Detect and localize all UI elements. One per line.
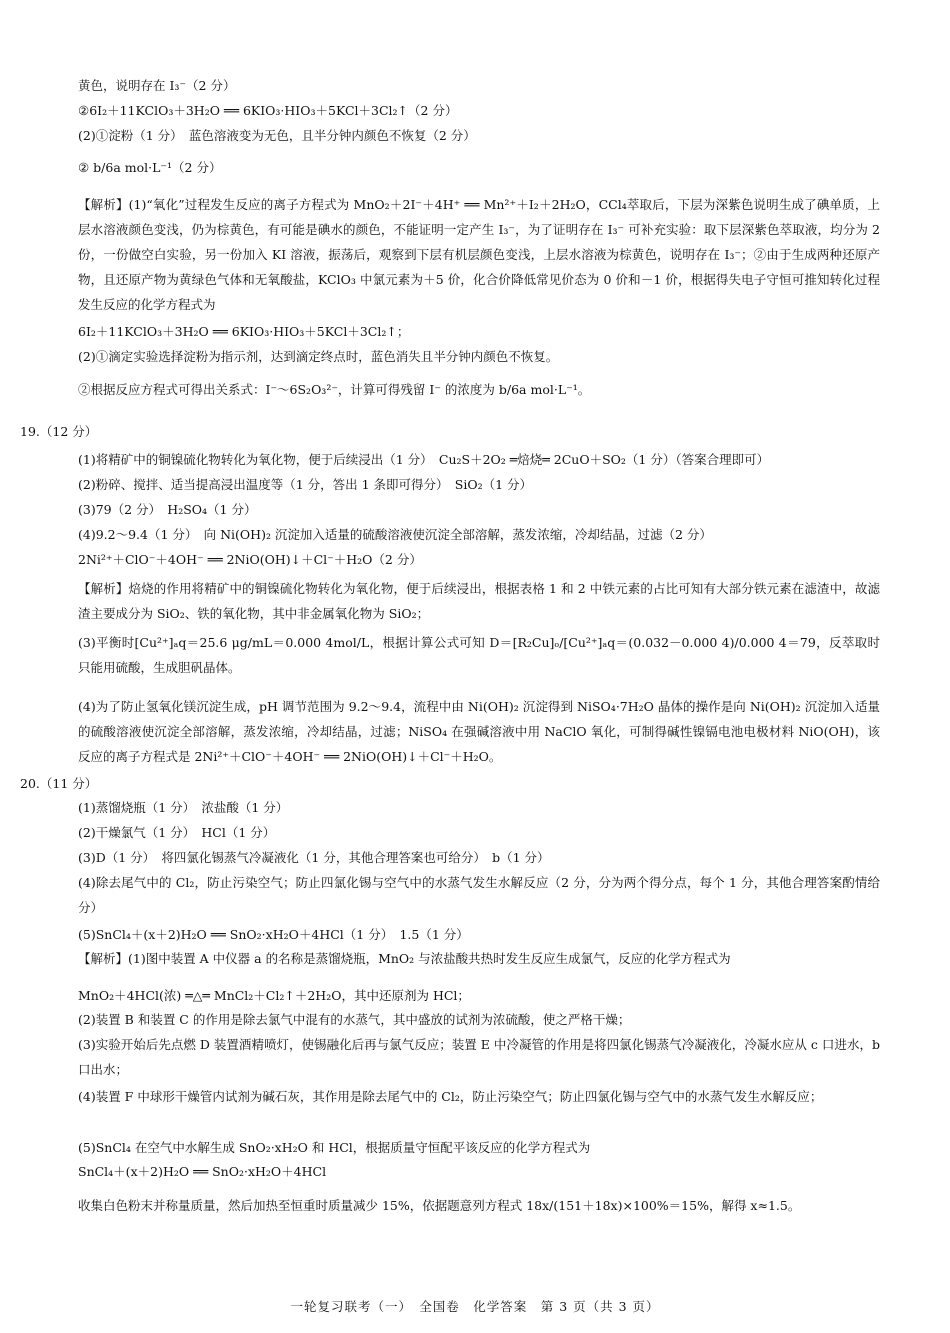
answer-line: (3)D（1 分） 将四氯化锡蒸气冷凝液化（1 分，其他合理答案也可给分） b（1 分）: [78, 850, 550, 865]
answer-line: (5)SnCl₄＋(x＋2)H₂O ══ SnO₂·xH₂O＋4HCl（1 分） 1.5（1 分）: [78, 927, 469, 942]
equation-line: MnO₂＋4HCl(浓) ═△═ MnCl₂＋Cl₂↑＋2H₂O，其中还原剂为 HCl；: [78, 988, 470, 1003]
answer-line: (4)9.2～9.4（1 分） 向 Ni(OH)₂ 沉淀加入适量的硫酸溶液使沉淀全部溶解，蒸发浓缩，冷却结晶，过滤（2 分）: [78, 527, 712, 542]
answer-line: (2)干燥氯气（1 分） HCl（1 分）: [78, 825, 276, 840]
equation-line: 6I₂＋11KClO₃＋3H₂O ══ 6KIO₃·HIO₃＋5KCl＋3Cl₂↑；: [78, 324, 410, 339]
analysis-paragraph: 【解析】(1)图中装置 A 中仪器 a 的名称是蒸馏烧瓶，MnO₂ 与浓盐酸共热时发生反应生成氯气，反应的化学方程式为: [78, 951, 731, 966]
analysis-line: (2)装置 B 和装置 C 的作用是除去氯气中混有的水蒸气，其中盛放的试剂为浓硫酸，使之严格干燥；: [78, 1012, 631, 1027]
analysis-paragraph: (4)装置 F 中球形干燥管内试剂为碱石灰，其作用是除去尾气中的 Cl₂，防止污染空气；防止四氯化锡与空气中的水蒸气发生水解反应；: [78, 1089, 823, 1104]
analysis-paragraph: 【解析】焙烧的作用将精矿中的铜镍硫化物转化为氧化物，便于后续浸出，根据表格 1 和 2 中铁元素的占比可知有大部分铁元素在滤渣中，故滤渣主要成分为 SiO₂、铁的氧化物，其中非金属氧化物为 SiO₂；: [78, 581, 880, 621]
analysis-paragraph: (4)为了防止氢氧化镁沉淀生成，pH 调节范围为 9.2～9.4，流程中由 Ni(OH)₂ 沉淀得到 NiSO₄·7H₂O 晶体的操作是向 Ni(OH)₂ 沉淀加入适量的硫酸溶液使沉淀全部溶解，蒸发浓缩，冷却结晶，过滤；NiSO₄ 在强碱溶液中用 NaClO 氧化，可制得碱性镍镉电池电极材料 NiO(OH)，该反应的离子方程式是 2Ni²⁺＋ClO⁻＋4OH⁻ ══ 2NiO(OH)↓＋Cl⁻＋H₂O。: [78, 699, 880, 764]
answer-line: (2)①淀粉（1 分） 蓝色溶液变为无色，且半分钟内颜色不恢复（2 分）: [78, 128, 476, 143]
analysis-line: 收集白色粉末并称量质量，然后加热至恒重时质量减少 15%，依据题意列方程式 18x/(151＋18x)×100%＝15%，解得 x≈1.5。: [78, 1198, 801, 1213]
answer-paragraph: (4)除去尾气中的 Cl₂，防止污染空气；防止四氯化锡与空气中的水蒸气发生水解反应（2 分，分为两个得分点，每个 1 分，其他合理答案酌情给分）: [78, 875, 880, 915]
analysis-line: (2)①滴定实验选择淀粉为指示剂，达到滴定终点时，蓝色消失且半分钟内颜色不恢复。: [78, 349, 559, 364]
equation-line: SnCl₄＋(x＋2)H₂O ══ SnO₂·xH₂O＋4HCl: [78, 1164, 327, 1179]
answer-line: ②6I₂＋11KClO₃＋3H₂O ══ 6KIO₃·HIO₃＋5KCl＋3Cl₂↑（2 分）: [78, 103, 458, 118]
answer-line: (1)将精矿中的铜镍硫化物转化为氧化物，便于后续浸出（1 分） Cu₂S＋2O₂ ═焙烧═ 2CuO＋SO₂（1 分）（答案合理即可）: [78, 452, 770, 467]
answer-line: ② b/6a mol·L⁻¹（2 分）: [78, 160, 222, 175]
analysis-paragraph: (3)实验开始后先点燃 D 装置酒精喷灯，使锡融化后再与氯气反应；装置 E 中冷凝管的作用是将四氯化锡蒸气冷凝液化，冷凝水应从 c 口进水，b 口出水；: [78, 1037, 880, 1077]
question-heading: 19.（12 分）: [20, 424, 98, 439]
answer-line: (3)79（2 分） H₂SO₄（1 分）: [78, 502, 257, 517]
analysis-paragraph: 【解析】(1)“氧化”过程发生反应的离子方程式为 MnO₂＋2I⁻＋4H⁺ ══ Mn²⁺＋I₂＋2H₂O，CCl₄萃取后，下层为深紫色说明生成了碘单质，上层水溶液颜色变浅，仍为棕黄色，有可能是碘水的颜色，不能证明一定产生 I₃⁻，为了证明存在 I₃⁻ 可补充实验：取下层深紫色萃取液，均分为 2 份，一份做空白实验，另一份加入 KI 溶液，振荡后，观察到下层有机层颜色变浅，上层水溶液为棕黄色，说明存在 I₃⁻；②由于生成两种还原产物，且还原产物为黄绿色气体和无氧酸盐，KClO₃ 中氯元素为＋5 价，化合价降低常见价态为 0 价和－1 价，根据得失电子守恒可推知转化过程发生反应的化学方程式为: [78, 197, 880, 312]
analysis-line: ②根据反应方程式可得出关系式：I⁻～6S₂O₃²⁻，计算可得残留 I⁻ 的浓度为 b/6a mol·L⁻¹。: [78, 382, 591, 397]
analysis-line: (5)SnCl₄ 在空气中水解生成 SnO₂·xH₂O 和 HCl，根据质量守恒配平该反应的化学方程式为: [78, 1140, 591, 1155]
analysis-paragraph: (3)平衡时[Cu²⁺]ₐq＝25.6 μg/mL＝0.000 4mol/L，根据计算公式可知 D＝[R₂Cu]ₒ/[Cu²⁺]ₐq＝(0.032－0.000 4)/0.000 4＝79，反萃取时只能用硫酸，生成胆矾晶体。: [78, 635, 880, 675]
answer-line: 黄色，说明存在 I₃⁻（2 分）: [78, 78, 236, 93]
answer-line: 2Ni²⁺＋ClO⁻＋4OH⁻ ══ 2NiO(OH)↓＋Cl⁻＋H₂O（2 分）: [78, 552, 422, 567]
question-heading: 20.（11 分）: [20, 776, 98, 791]
answer-line: (2)粉碎、搅拌、适当提高浸出温度等（1 分，答出 1 条即可得分） SiO₂（1 分）: [78, 477, 533, 492]
answer-line: (1)蒸馏烧瓶（1 分） 浓盐酸（1 分）: [78, 800, 289, 815]
page-footer: 一轮复习联考（一） 全国卷 化学答案 第 3 页（共 3 页）: [290, 1299, 660, 1314]
